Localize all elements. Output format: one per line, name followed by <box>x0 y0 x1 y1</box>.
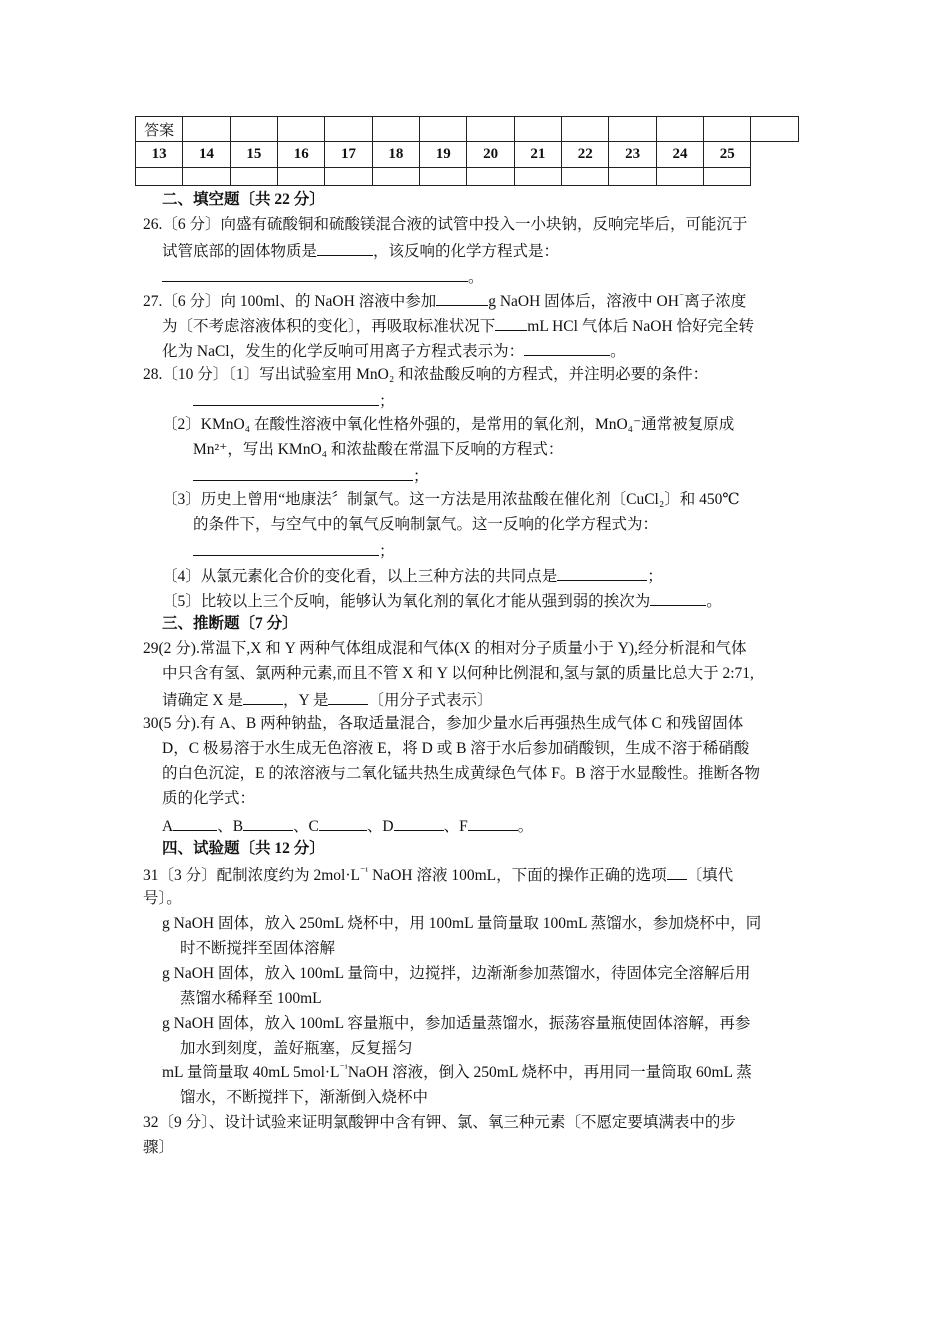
option-c: g NaOH 固体，放入 100mL 容量瓶中，参加适量蒸馏水，振荡容量瓶使固体溶解，再参 <box>162 1015 751 1032</box>
answer-label: 答案 <box>136 117 183 142</box>
answer-cell[interactable] <box>656 117 703 142</box>
option-a: 时不断搅拌至固体溶解 <box>180 940 336 957</box>
question-number: 20 <box>467 142 514 168</box>
answer-cell[interactable] <box>230 117 277 142</box>
blank-line[interactable] <box>193 465 413 481</box>
q28-line: 的条件下，与空气中的氧气反响制氯气。这一反响的化学方程式为： <box>193 516 659 533</box>
text: NaOH 溶液，倒入 250mL 烧杯中，再用同一量筒取 60mL 蒸 <box>347 1064 752 1081</box>
q26-line <box>162 266 484 288</box>
question-number: 19 <box>420 142 467 168</box>
answer-cell[interactable] <box>467 117 514 142</box>
answer-cell[interactable] <box>562 117 609 142</box>
answer-table <box>135 116 799 186</box>
answer-cell[interactable] <box>325 168 372 186</box>
text: g NaOH 固体后，溶液中 OH <box>488 293 679 310</box>
blank-line[interactable] <box>524 340 610 356</box>
blank-line[interactable] <box>193 390 379 406</box>
q30-line: 30(5 分).有 A、B 两种钠盐，各取适量混合，参加少量水后再强热生成气体 C 和残留固体 <box>143 715 744 732</box>
answer-cell[interactable] <box>704 168 751 186</box>
text: 。 <box>517 818 534 835</box>
text: ； <box>379 393 395 410</box>
text: 。 <box>706 593 722 610</box>
blank-line[interactable] <box>193 540 379 556</box>
answer-cell[interactable] <box>136 168 183 186</box>
text: 、D <box>366 818 394 835</box>
text: 〔用分子式表示〕 <box>368 692 493 709</box>
answer-cell[interactable] <box>562 168 609 186</box>
text: 〔5〕比较以上三个反响，能够认为氧化剂的氧化才能从强到弱的挨次为 <box>162 593 651 610</box>
superscript: ⁻ <box>678 291 685 303</box>
question-number: 14 <box>183 142 230 168</box>
blank-line[interactable] <box>317 240 373 256</box>
q29-line: 中只含有氢、氯两种元素,而且不管 X 和 Y 以何种比例混和,氢与氯的质量比总大于 2:71, <box>162 665 754 682</box>
q30-line: D，C 极易溶于水生成无色溶液 E，将 D 或 B 溶于水后参加硝酸钡，生成不溶于稀硝酸 <box>162 740 750 757</box>
answer-cell[interactable] <box>183 117 230 142</box>
text: 。 <box>468 269 484 286</box>
text: mL HCl 气体后 NaOH 恰好完全转 <box>527 318 755 335</box>
text: ； <box>379 543 395 560</box>
option-b: 蒸馏水稀释至 100mL <box>180 990 322 1007</box>
blank-line[interactable] <box>162 266 468 282</box>
superscript: ⁻¹ <box>339 1062 348 1074</box>
q26-line: 26.〔6 分〕向盛有硫酸铜和硫酸镁混合液的试管中投入一小块钠，反响完毕后，可能沉于 <box>143 216 748 233</box>
q28-line <box>162 590 722 612</box>
option-d <box>162 1063 752 1083</box>
answer-cell[interactable] <box>609 168 656 186</box>
q31-line: 号〕。 <box>143 890 182 907</box>
blank-line[interactable] <box>667 864 687 880</box>
text: 。 <box>610 343 626 360</box>
text: 请确定 X 是 <box>162 692 243 709</box>
question-number: 21 <box>514 142 561 168</box>
answer-cell[interactable] <box>278 168 325 186</box>
answer-cell[interactable] <box>372 168 419 186</box>
answer-cell[interactable] <box>420 168 467 186</box>
section-heading: 三、推断题〔7 分〕 <box>162 615 298 632</box>
answer-cell[interactable] <box>514 168 561 186</box>
q30-line: 质的化学式： <box>162 790 256 807</box>
blank-line[interactable] <box>468 815 518 831</box>
q28-line <box>193 390 395 412</box>
text: mL 量筒量取 40mL 5mol·L <box>162 1064 340 1081</box>
text: 离子浓度 <box>684 293 747 310</box>
blank-line[interactable] <box>436 290 488 306</box>
answer-cell[interactable] <box>656 168 703 186</box>
text: 试管底部的固体物质是 <box>162 243 318 260</box>
option-d: 馏水，不断搅拌下，渐渐倒入烧杯中 <box>180 1089 429 1106</box>
q31-line <box>143 864 733 886</box>
text: 31〔3 分〕配制浓度约为 2mol·L <box>143 867 360 884</box>
q28-line: Mn²⁺，写出 KMnO₄ 和浓盐酸在常温下反响的方程式： <box>193 441 564 458</box>
section-heading: 四、试验题〔共 12 分〕 <box>162 840 325 857</box>
blank-line[interactable] <box>650 590 706 606</box>
option-c: 加水到刻度，盖好瓶塞，反复摇匀 <box>180 1040 413 1057</box>
text: 27.〔6 分〕向 100ml、的 NaOH 溶液中参加 <box>143 293 437 310</box>
question-number-row <box>136 142 799 168</box>
answer-cell[interactable] <box>514 117 561 142</box>
q30-line: 的白色沉淀，E 的浓溶液与二氧化锰共热生成黄绿色气体 F。B 溶于水显酸性。推断各物 <box>162 765 761 782</box>
answer-cell[interactable] <box>230 168 277 186</box>
blank-line[interactable] <box>243 689 283 705</box>
question-number: 18 <box>372 142 419 168</box>
blank-line[interactable] <box>243 815 293 831</box>
q29-line: 29(2 分).常温下,X 和 Y 两种气体组成混和气体(X 的相对分子质量小于 Y),经分析混和气体 <box>143 640 747 657</box>
blank-line[interactable] <box>495 315 527 331</box>
q28-line <box>162 565 663 587</box>
q27-line <box>162 315 754 337</box>
q28-line: 28.〔10 分〕〔1〕写出试验室用 MnO₂ 和浓盐酸反响的方程式，并注明必要的条件： <box>143 366 709 383</box>
q29-line <box>162 689 492 711</box>
text: ； <box>413 468 429 485</box>
answer-cell[interactable] <box>325 117 372 142</box>
q27-line <box>162 340 626 362</box>
q26-line <box>162 240 559 262</box>
text: A <box>162 818 174 835</box>
question-number: 25 <box>704 142 751 168</box>
text: 、F <box>443 818 468 835</box>
blank-line[interactable] <box>394 815 444 831</box>
blank-line[interactable] <box>173 815 217 831</box>
answer-row-blank <box>136 168 799 186</box>
answer-cell[interactable] <box>183 168 230 186</box>
q28-line <box>193 540 395 562</box>
question-number: 15 <box>230 142 277 168</box>
option-b: g NaOH 固体，放入 100mL 量筒中，边搅拌，边渐渐参加蒸馏水，待固体完全溶解后用 <box>162 965 751 982</box>
question-number: 22 <box>562 142 609 168</box>
answer-cell[interactable] <box>420 117 467 142</box>
text: ； <box>647 568 663 585</box>
answer-cell[interactable] <box>467 168 514 186</box>
text: 〔4〕从氯元素化合价的变化看，以上三种方法的共同点是 <box>162 568 558 585</box>
text: NaOH 溶液 100mL，下面的操作正确的选项 <box>368 867 667 884</box>
question-number: 23 <box>609 142 656 168</box>
text: ，Y 是 <box>282 692 329 709</box>
q28-line: 〔2〕KMnO₄ 在酸性溶液中氧化性格外强的，是常用的氧化剂，MnO₄⁻通常被复原成 <box>162 416 735 433</box>
question-number: 17 <box>325 142 372 168</box>
text: 化为 NaCl，发生的化学反响可用离子方程式表示为： <box>162 343 525 360</box>
question-number: 24 <box>656 142 703 168</box>
answer-cell[interactable] <box>704 117 751 142</box>
text: ，该反响的化学方程式是： <box>373 243 560 260</box>
text: 〔填代 <box>686 867 734 884</box>
q28-line: 〔3〕历史上曾用“地康法〞制氯气。这一方法是用浓盐酸在催化剂〔CuCl₂〕和 450℃ <box>162 491 740 508</box>
answer-cell[interactable] <box>751 117 799 142</box>
q27-line <box>143 290 746 312</box>
text: 、B <box>217 818 244 835</box>
option-a: g NaOH 固体，放入 250mL 烧杯中，用 100mL 量筒量取 100mL 蒸馏水，参加烧杯中，同 <box>162 915 762 932</box>
blank-line[interactable] <box>319 815 367 831</box>
text: 、C <box>293 818 319 835</box>
q32-line: 骤〕 <box>143 1139 175 1156</box>
answer-cell[interactable] <box>609 117 656 142</box>
superscript: ⁻¹ <box>360 865 369 877</box>
question-number: 13 <box>136 142 183 168</box>
blank-line[interactable] <box>557 565 647 581</box>
answer-cell[interactable] <box>372 117 419 142</box>
q30-answer-line <box>162 815 533 837</box>
question-number: 16 <box>278 142 325 168</box>
answer-row <box>136 117 799 142</box>
section-heading: 二、填空题〔共 22 分〕 <box>162 191 325 208</box>
q28-line <box>193 465 429 487</box>
q32-line: 32〔9 分〕、设计试验来证明氯酸钾中含有钾、氯、氧三种元素〔不愿定要填满表中的步 <box>143 1114 736 1131</box>
answer-cell[interactable] <box>278 117 325 142</box>
text: 为〔不考虑溶液体积的变化〕，再吸取标准状况下 <box>162 318 496 335</box>
blank-line[interactable] <box>328 689 368 705</box>
